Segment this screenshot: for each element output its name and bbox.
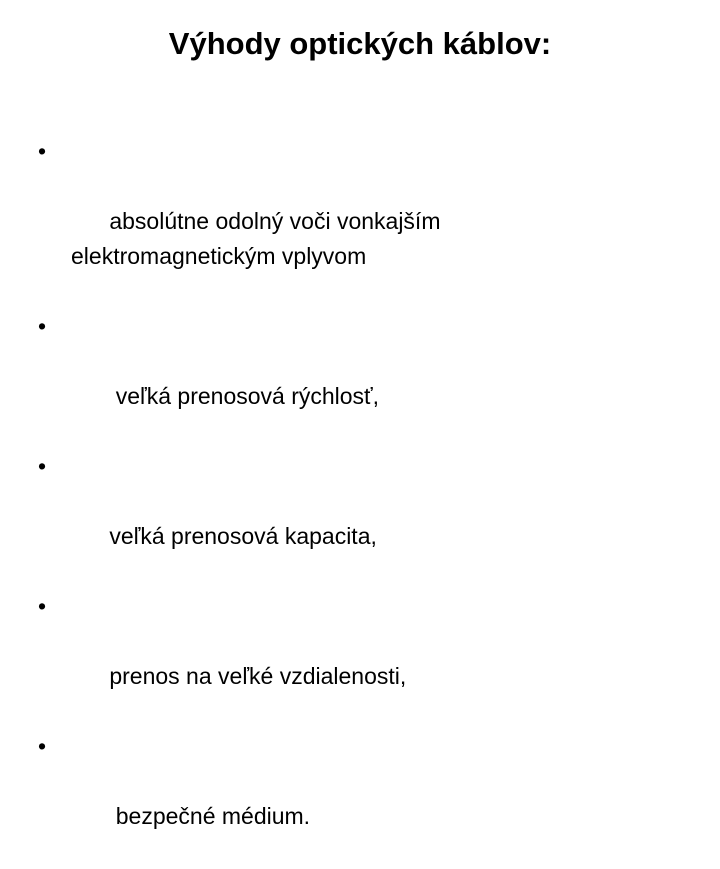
- bullet-dot-icon: •: [37, 733, 47, 759]
- bullet-dot-icon: •: [37, 313, 47, 339]
- bullet-item: [34, 134, 674, 309]
- bullet-text: absolútne odolný voči vonkajším elektromagnetickým vplyvom: [71, 208, 441, 269]
- bullet-text: bezpečné médium.: [109, 803, 311, 829]
- bullet-item: [34, 729, 674, 869]
- bullet-item: [34, 449, 674, 589]
- bullet-text: veľká prenosová kapacita,: [109, 523, 377, 549]
- bullet-dot-icon: •: [37, 453, 47, 479]
- bullet-item: [34, 309, 674, 449]
- bullet-item: [34, 589, 674, 729]
- bullet-text: veľká prenosová rýchlosť,: [109, 383, 380, 409]
- slide-title: Výhody optických káblov:: [168, 26, 552, 61]
- bullet-dot-icon: •: [37, 593, 47, 619]
- bullet-text: prenos na veľké vzdialenosti,: [109, 663, 407, 689]
- bullet-list: [34, 134, 674, 869]
- bullet-dot-icon: •: [37, 138, 47, 164]
